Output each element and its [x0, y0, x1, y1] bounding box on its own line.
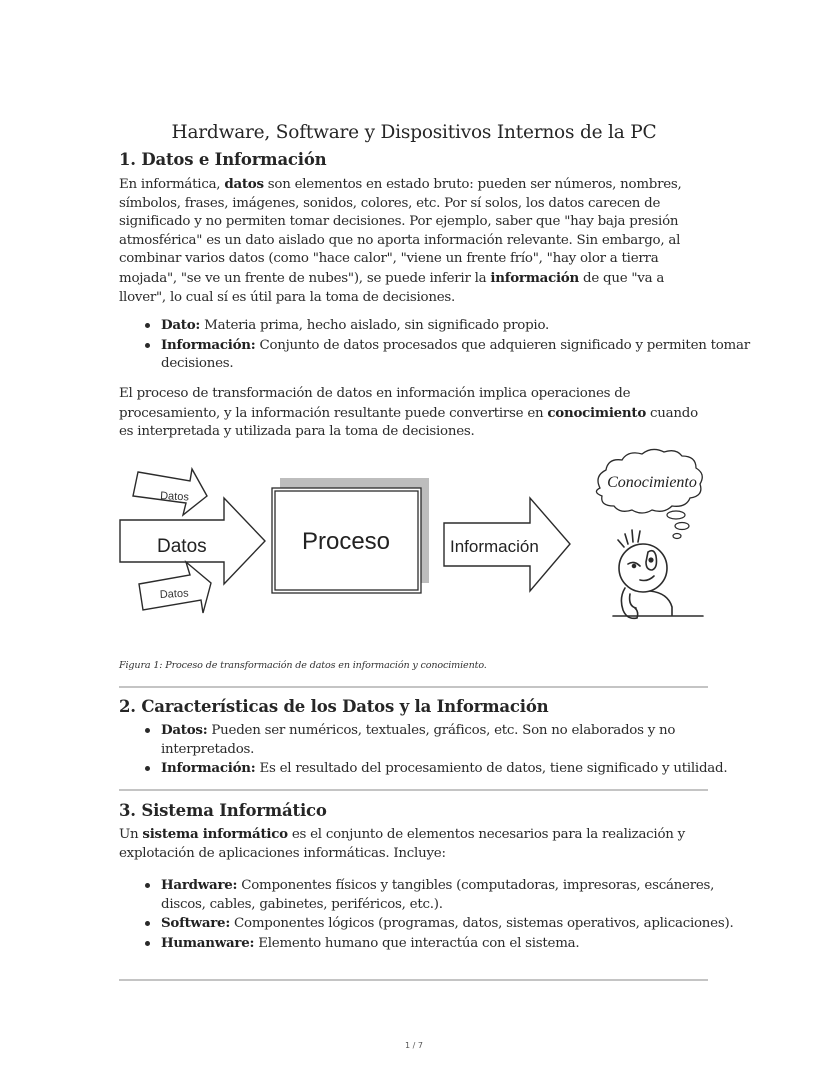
arrow-small-top-icon — [133, 469, 207, 515]
arrow-informacion-icon — [444, 498, 570, 591]
arrow-small-bottom-icon — [139, 562, 211, 613]
page-number: 1 / 7 — [405, 1041, 423, 1050]
section-2-heading: 2. Características de los Datos y la Información — [119, 697, 549, 716]
arrow-small-bottom-label: Datos — [159, 587, 189, 601]
bold-term-datos: datos — [224, 176, 264, 192]
list-item-term: Dato: — [161, 317, 201, 333]
list-item-text: Materia prima, hecho aislado, sin significado propio. — [200, 318, 550, 333]
section-1-paragraph-1 — [119, 175, 709, 307]
bold-term-conocimiento: conocimiento — [547, 404, 647, 421]
document-title: Hardware, Software y Dispositivos Internos de la PC — [171, 122, 657, 143]
list-item-term: Datos: — [161, 722, 208, 738]
process-box-label: Proceso — [301, 528, 391, 555]
section-1-paragraph-2 — [119, 385, 709, 442]
section-3-bullet-list — [119, 876, 751, 953]
section-2-bullet-list — [119, 721, 751, 779]
divider — [119, 979, 708, 981]
text-span: El proceso de transformación de datos en información implica operaciones de procesamiento, y la información resultante puede convertirse en — [119, 386, 631, 421]
list-item-term: Software: — [161, 915, 231, 932]
process-box-icon — [272, 478, 429, 593]
section-3-heading: 3. Sistema Informático — [119, 801, 327, 820]
list-item — [161, 934, 751, 954]
text-span: En informática, — [119, 177, 225, 192]
text-span: Un — [119, 827, 143, 842]
text-span: son elementos en estado bruto: pueden ser números, nombres, símbolos, frases, imágenes, sonidos, colores, etc. Por sí solos, los datos carecen de significado y no permiten tomar decisiones. Por ejemplo, saber que "hay baja presión atmosférica" es un dato aislado que no aporta información relevante. Sin embargo, al combinar varios datos (como "hace calor", "viene un frente frío", "hay olor a tierra mojada", "se ve un frente de nubes"), se puede inferir la — [119, 177, 682, 286]
bold-term-informacion: información — [490, 269, 579, 286]
divider — [119, 686, 708, 688]
list-item-text: Componentes lógicos (programas, datos, sistemas operativos, aplicaciones). — [230, 916, 734, 932]
thought-cloud-icon — [596, 449, 702, 538]
process-diagram-graphic — [110, 448, 710, 633]
list-item-text: Pueden ser numéricos, textuales, gráficos, etc. Son no elaborados y no interpretados. — [161, 723, 676, 757]
list-item-text: Es el resultado del procesamiento de datos, tiene significado y utilidad. — [255, 761, 728, 777]
list-item-term: Humanware: — [161, 934, 255, 951]
thinking-person-icon — [613, 530, 703, 618]
bold-term-sistema-informatico: sistema informático — [142, 826, 288, 842]
arrow-small-top-label: Datos — [159, 490, 190, 504]
list-item — [161, 759, 751, 779]
figure-caption: Figura 1: Proceso de transformación de datos en información y conocimiento. — [119, 660, 487, 671]
arrow-big-label: Datos — [157, 536, 207, 557]
thought-cloud-label: Conocimiento — [607, 474, 697, 491]
list-item-text: Componentes físicos y tangibles (computadoras, impresoras, escáneres, discos, cables, gabinetes, periféricos, etc.). — [161, 878, 715, 912]
figure-data-process-diagram — [110, 448, 710, 633]
list-item-text: Elemento humano que interactúa con el sistema. — [254, 935, 580, 951]
text-span: de que "va a llover", lo cual sí es útil para la toma de decisiones. — [119, 270, 665, 305]
list-item-text: Conjunto de datos procesados que adquieren significado y permiten tomar decisiones. — [161, 337, 750, 372]
divider — [119, 789, 708, 791]
section-1-heading: 1. Datos e Información — [119, 150, 327, 169]
list-item-term: Información: — [161, 336, 256, 353]
list-item-term: Hardware: — [161, 877, 238, 893]
section-1-bullet-list — [119, 316, 751, 374]
list-item-term: Información: — [161, 760, 256, 777]
text-span: cuando es interpretada y utilizada para la toma de decisiones. — [119, 405, 698, 440]
list-item — [161, 914, 751, 934]
arrow-informacion-label: Información — [450, 537, 539, 556]
list-item — [161, 721, 751, 759]
list-item — [161, 336, 751, 374]
list-item — [161, 316, 751, 336]
text-span: es el conjunto de elementos necesarios para la realización y explotación de aplicaciones informáticas. Incluye: — [119, 827, 685, 861]
list-item — [161, 876, 751, 914]
section-3-intro — [119, 825, 709, 863]
